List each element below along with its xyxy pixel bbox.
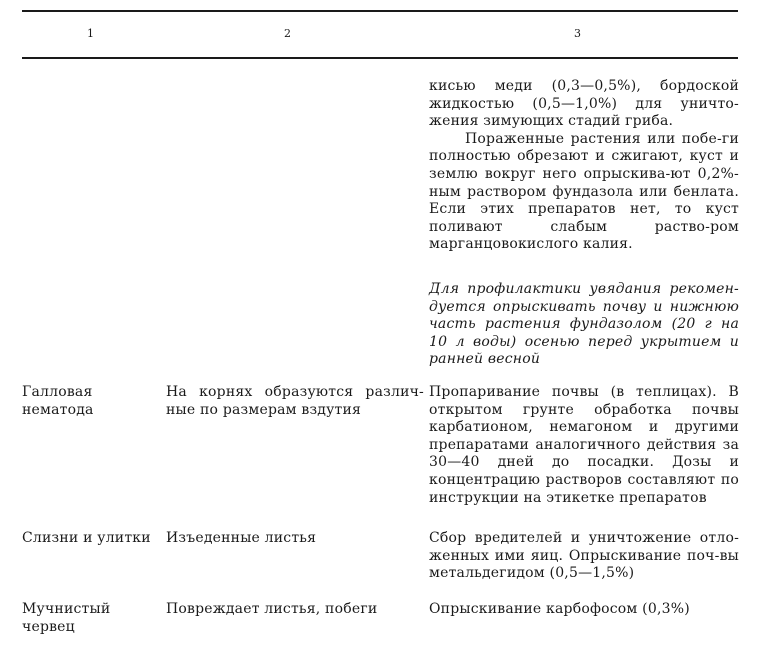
- row-gall-nematode-measures: Пропаривание почвы (в теплицах). В открытом грунте обработка почвы карбатионом, немагоном и другими препаратами аналогичного действия за 30—40 дней до посадки. Дозы и концентрацию растворов составляют по инструкции на этикетке препаратов: [429, 384, 739, 506]
- row-mealybug-pest: Мучнистый червец: [22, 601, 111, 635]
- row-slugs-pest: Слизни и улитки: [22, 530, 151, 546]
- continuation-paragraph-3: Для профилактики увядания рекомен-дуется опрыскивать почву и нижнюю часть растения фундазолом (20 г на 10 л воды) осенью перед укрытием и ранней весной: [429, 281, 739, 368]
- row-slugs-measures: Сбор вредителей и уничтожение отло-женных ими яиц. Опрыскивание поч-вы метальдегидом (0,5—1,5%): [429, 530, 739, 582]
- continuation-measures: [429, 78, 739, 254]
- table-top-rule: [22, 10, 738, 12]
- row-gall-nematode-pest: Галловая нематода: [22, 384, 94, 418]
- column-number-1: 1: [87, 27, 94, 40]
- continuation-paragraph-2: Пораженные растения или побе-ги полностью обрезают и сжигают, куст и землю вокруг него опрыскива-ют 0,2%-ным раствором фундазола или бенлата. Если этих препаратов нет, то куст поливают слабым раство-ром марганцовокислого калия.: [429, 130, 739, 253]
- row-slugs-symptom: Изъеденные листья: [166, 530, 317, 546]
- continuation-paragraph-1: кисью меди (0,3—0,5%), бордоской жидкостью (0,5—1,0%) для уничто-жения зимующих стадий гриба.: [429, 78, 739, 130]
- column-number-3: 3: [574, 27, 581, 40]
- header-bottom-rule: [22, 57, 738, 59]
- column-number-2: 2: [284, 27, 291, 40]
- row-mealybug-measures: Опрыскивание карбофосом (0,3%): [429, 601, 690, 617]
- row-gall-nematode-symptom: На корнях образуются различ-ные по размерам вздутия: [166, 384, 424, 418]
- continuation-prophylaxis: [429, 281, 739, 369]
- row-mealybug-symptom: Повреждает листья, побеги: [166, 601, 378, 617]
